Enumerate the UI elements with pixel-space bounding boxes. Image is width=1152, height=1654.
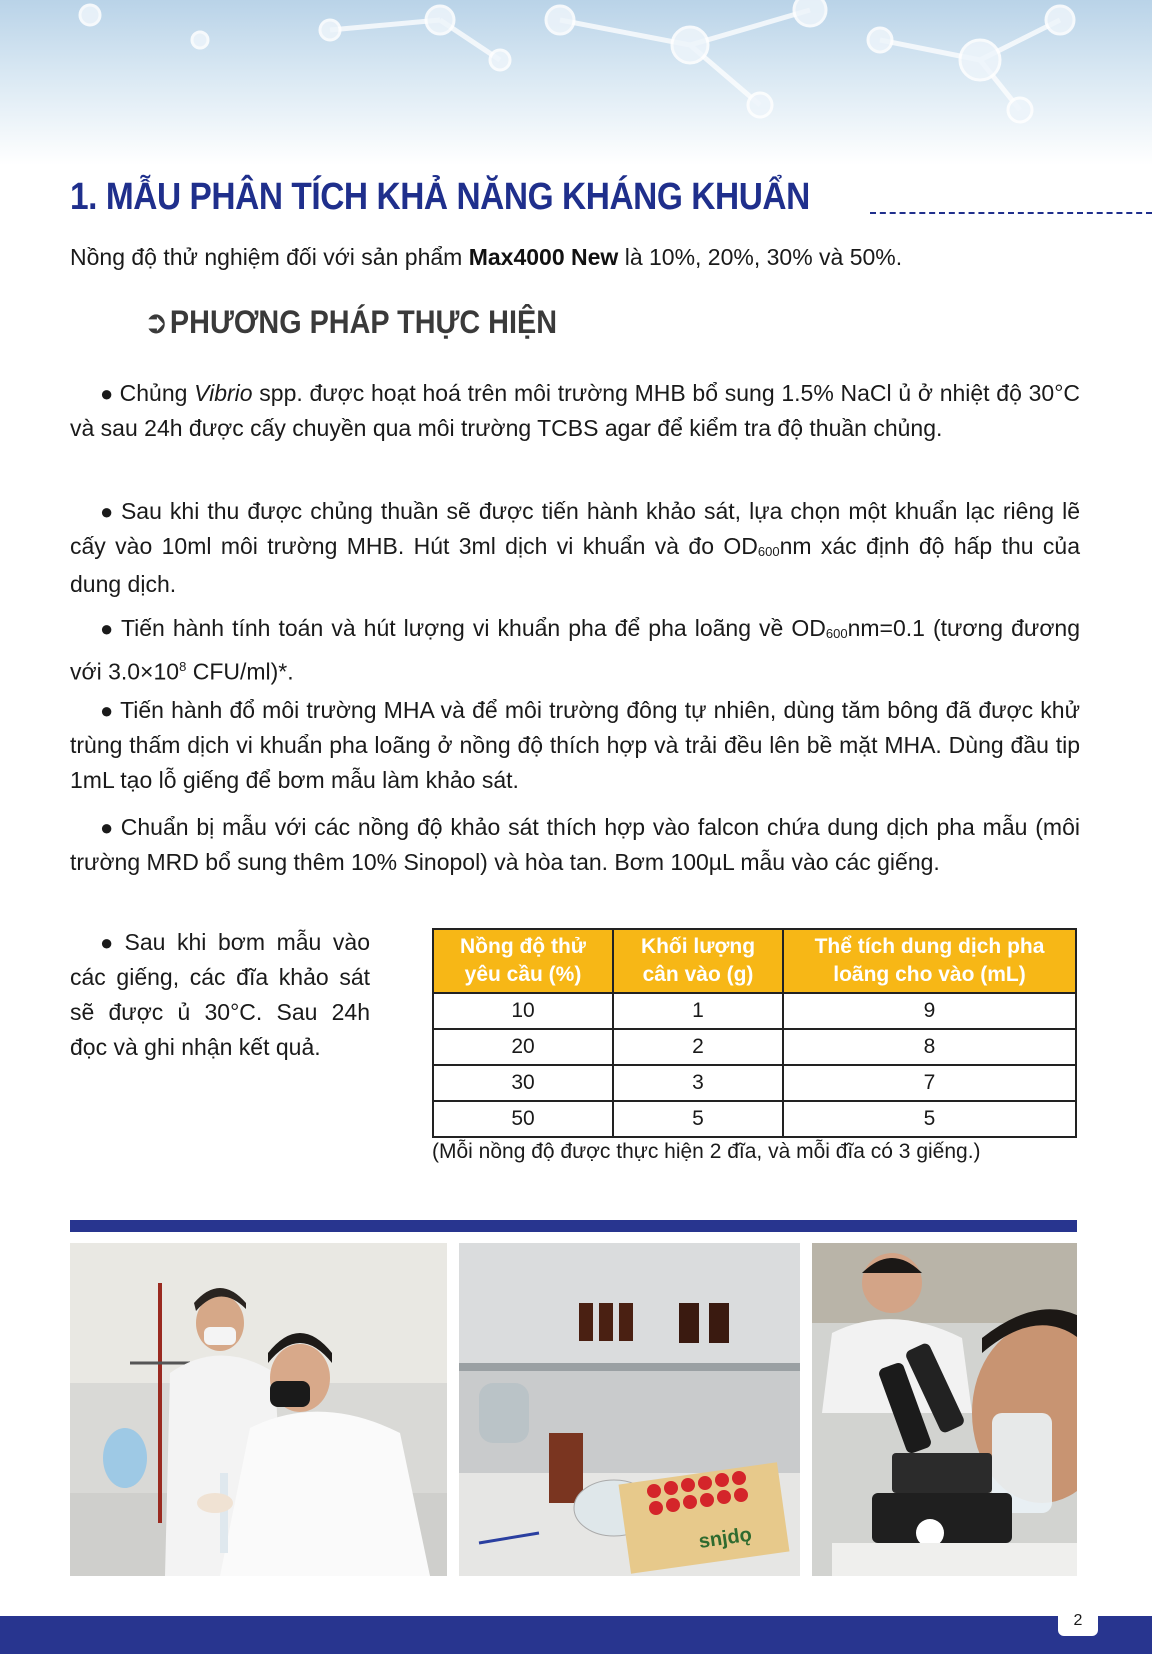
product-name: Max4000 New	[468, 244, 619, 270]
table-header-volume	[783, 929, 1076, 993]
table-cell: 7	[783, 1065, 1076, 1101]
lab-bench-photo-icon	[459, 1243, 800, 1576]
header-line: Nồng độ thử	[460, 935, 586, 958]
table-cell: 9	[783, 993, 1076, 1029]
table-header-concentration	[433, 929, 613, 993]
table-cell: 3	[613, 1065, 783, 1101]
lab-photo-scientists	[70, 1243, 447, 1576]
lab-photo-microscope	[812, 1243, 1077, 1576]
scientists-photo-icon	[70, 1243, 447, 1576]
header-line: cân vào (g)	[642, 963, 754, 986]
table-cell: 30	[433, 1065, 613, 1101]
concentration-table	[432, 928, 1077, 1138]
section-heading-label: PHƯƠNG PHÁP THỰC HIỆN	[169, 304, 557, 340]
header-line: yêu cầu (%)	[464, 963, 582, 986]
paragraph-3-text-b: nm=0.1 (tương đương với 3.0×10	[70, 615, 1080, 685]
lab-photo-bench	[459, 1243, 800, 1576]
paragraph-2-text-b: nm xác định độ hấp thu của dung dịch.	[70, 533, 1080, 597]
intro-text	[70, 242, 1090, 272]
header-line: Khối lượng	[640, 935, 756, 958]
paragraph-2	[70, 494, 1080, 602]
bullet-icon: ●	[100, 499, 115, 524]
microscope-photo-icon	[812, 1243, 1077, 1576]
paragraph-1	[70, 376, 1080, 446]
photo-divider-bar	[70, 1220, 1077, 1232]
table-row	[433, 1029, 1076, 1065]
paragraph-3-text-c: CFU/ml)*.	[186, 658, 294, 685]
table-header-row	[433, 929, 1076, 993]
paragraph-3-subscript: 600	[825, 626, 848, 641]
paragraph-1-text-a: Chủng	[119, 380, 195, 406]
table-cell: 5	[613, 1101, 783, 1137]
header-line: loãng cho vào (mL)	[833, 963, 1026, 986]
box-label: snjdǫ	[697, 1523, 754, 1553]
paragraph-3-superscript: 8	[179, 659, 187, 674]
paragraph-3-text-a: Tiến hành tính toán và hút lượng vi khuẩn pha để pha loãng về OD	[120, 615, 826, 641]
header-line: Thể tích dung dịch pha	[814, 935, 1045, 958]
bullet-icon: ●	[100, 930, 119, 955]
table-note: (Mỗi nồng độ được thực hiện 2 đĩa, và mỗi đĩa có 3 giếng.)	[432, 1140, 981, 1163]
table-cell: 8	[783, 1029, 1076, 1065]
table-row	[433, 1065, 1076, 1101]
intro-suffix: là 10%, 20%, 30% và 50%.	[618, 244, 903, 270]
table-cell: 2	[613, 1029, 783, 1065]
table-cell: 1	[613, 993, 783, 1029]
title-dashed-rule	[870, 212, 1152, 214]
bullet-icon: ●	[100, 698, 115, 723]
intro-prefix: Nồng độ thử nghiệm đối với sản phẩm	[70, 244, 469, 270]
table-cell: 50	[433, 1101, 613, 1137]
bullet-icon: ●	[100, 616, 115, 641]
paragraph-1-text-b: spp. được hoạt hoá trên môi trường MHB bổ sung 1.5% NaCl ủ ở nhiệt độ 30°C và sau 24h được cấy chuyền qua môi trường TCBS agar để kiểm tra độ thuần chủng.	[70, 380, 1081, 441]
table-row	[433, 993, 1076, 1029]
paragraph-4-text: Tiến hành đổ môi trường MHA và để môi trường đông tự nhiên, dùng tăm bông đã được khử trùng thấm dịch vi khuẩn pha loãng ở nồng độ thích hợp và trải đều lên bề mặt MHA. Dùng đầu tip 1mL tạo lỗ giếng để bơm mẫu làm khảo sát.	[70, 697, 1080, 793]
page-number: 2	[1058, 1606, 1098, 1636]
paragraph-6	[70, 925, 370, 1065]
arrow-right-icon: ➲	[144, 304, 169, 340]
footer-bar	[0, 1616, 1152, 1654]
table-cell: 5	[783, 1101, 1076, 1137]
paragraph-2-text-a: Sau khi thu được chủng thuần sẽ được tiến hành khảo sát, lựa chọn một khuẩn lạc riêng lẽ cấy vào 10ml môi trường MHB. Hút 3ml dịch vi khuẩn và đo OD	[70, 498, 1080, 559]
table-cell: 20	[433, 1029, 613, 1065]
page-title: 1. MẪU PHÂN TÍCH KHẢ NĂNG KHÁNG KHUẨN	[70, 176, 810, 218]
section-heading	[144, 303, 557, 341]
paragraph-3	[70, 611, 1080, 690]
table-header-weight	[613, 929, 783, 993]
table-row	[433, 1101, 1076, 1137]
bullet-icon: ●	[100, 815, 115, 840]
paragraph-5-text: Chuẩn bị mẫu với các nồng độ khảo sát thích hợp vào falcon chứa dung dịch pha mẫu (môi trường MRD bổ sung thêm 10% Sinopol) và hòa tan. Bơm 100µL mẫu vào các giếng.	[70, 814, 1080, 875]
paragraph-6-text: Sau khi bơm mẫu vào các giếng, các đĩa khảo sát sẽ được ủ 30°C. Sau 24h đọc và ghi nhận kết quả.	[70, 929, 370, 1060]
paragraph-1-italic: Vibrio	[194, 380, 253, 406]
paragraph-2-subscript: 600	[757, 544, 780, 559]
table-cell: 10	[433, 993, 613, 1029]
bullet-icon: ●	[100, 381, 114, 406]
paragraph-5	[70, 810, 1080, 880]
header-banner	[0, 0, 1152, 165]
molecule-decoration-icon	[0, 0, 1152, 165]
paragraph-4	[70, 693, 1080, 798]
